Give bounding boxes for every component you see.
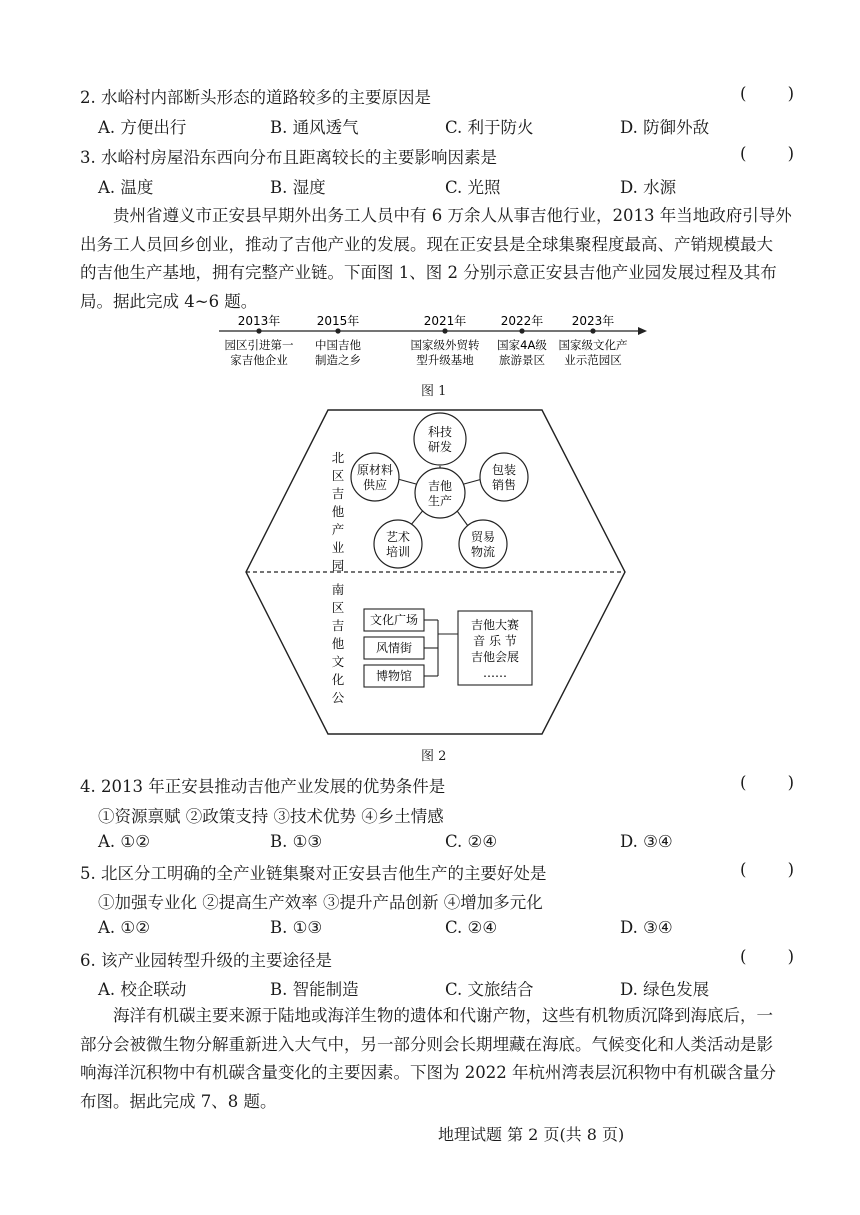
q4-option-d: D. ③④: [620, 832, 673, 851]
svg-text:吉他会展: 吉他会展: [470, 650, 520, 664]
q2-option-d: D. 防御外敌: [620, 118, 710, 137]
svg-text:音 乐 节: 音 乐 节: [473, 634, 517, 648]
south-label-char-4: 他: [331, 636, 345, 651]
circle-4-line-1: 原材料: [356, 463, 394, 477]
south-label-char-3: 吉: [331, 618, 345, 633]
south-events-box: [458, 611, 532, 685]
south-label-char-7: 公: [331, 690, 345, 705]
answer-blank-3: ( ): [740, 144, 813, 163]
passage1-line-1: 贵州省遵义市正安县早期外出务工人员中有 6 万余人从事吉他行业，2013 年当地政府引导外: [113, 206, 792, 225]
north-label-char-4: 他: [331, 504, 345, 519]
q4-option-a: A. ①②: [98, 832, 150, 851]
south-connectors: [424, 620, 458, 676]
circle-3-line-2: 培训: [385, 545, 411, 559]
svg-text:吉他大赛: 吉他大赛: [470, 618, 520, 632]
q5-choices: ①加强专业化 ②提高生产效率 ③提升产品创新 ④增加多元化: [98, 893, 543, 912]
q2-option-b: B. 通风透气: [270, 118, 359, 137]
q6-option-a: A. 校企联动: [98, 980, 187, 999]
svg-text:业示范园区: 业示范园区: [564, 353, 622, 367]
north-label-char-7: 园: [331, 558, 345, 573]
svg-text:博物馆: 博物馆: [375, 669, 413, 683]
answer-blank-5: ( ): [740, 860, 813, 879]
circle-1-line-2: 销售: [491, 478, 517, 492]
timeline-event-2022: [497, 313, 547, 367]
q4-option-b: B. ①③: [270, 832, 323, 851]
circle-1-line-1: 包装: [491, 463, 517, 477]
q6-option-b: B. 智能制造: [270, 980, 359, 999]
svg-text:型升级基地: 型升级基地: [416, 353, 474, 367]
figure-2-park-layout: [240, 404, 630, 744]
timeline-event-2023: [559, 313, 628, 367]
svg-text:2015年: 2015年: [316, 314, 360, 328]
passage2-line-1: 海洋有机碳主要来源于陆地或海洋生物的遗体和代谢产物，这些有机物质沉降到海底后，一: [113, 1006, 773, 1025]
figure-1-timeline: [215, 312, 655, 378]
q4-option-c: C. ②④: [445, 832, 498, 851]
south-label-char-6: 化: [331, 672, 345, 687]
question-2-stem: 2. 水峪村内部断头形态的道路较多的主要原因是: [80, 88, 431, 107]
svg-text:国家级文化产: 国家级文化产: [558, 338, 628, 352]
answer-blank-6: ( ): [740, 947, 813, 966]
south-box-custom-street: [364, 637, 424, 659]
question-3-stem: 3. 水峪村房屋沿东西向分布且距离较长的主要影响因素是: [80, 148, 497, 167]
answer-blank-4: ( ): [740, 773, 813, 792]
svg-text:2013年: 2013年: [237, 314, 281, 328]
svg-text:2023年: 2023年: [571, 314, 615, 328]
north-label-char-2: 区: [331, 468, 345, 483]
svg-text:旅游景区: 旅游景区: [499, 353, 545, 367]
q2-option-c: C. 利于防火: [445, 118, 534, 137]
svg-text:家吉他企业: 家吉他企业: [230, 353, 288, 367]
figure-2-caption: 图 2: [421, 749, 447, 764]
svg-text:制造之乡: 制造之乡: [315, 353, 361, 367]
figure-1-caption: 图 1: [421, 384, 447, 399]
south-box-culture-square: [364, 609, 424, 631]
passage2-line-3: 响海洋沉积物中有机碳含量变化的主要因素。下图为 2022 年杭州湾表层沉积物中有机碳含量分: [80, 1063, 776, 1082]
south-box-museum: [364, 665, 424, 687]
passage-guitar-industry: [80, 202, 795, 316]
answer-blank-2: ( ): [740, 84, 813, 103]
passage-ocean-carbon: [80, 1002, 795, 1116]
circle-trade-logistics: [459, 520, 507, 568]
passage1-line-4: 局。据此完成 4~6 题。: [80, 291, 258, 311]
svg-text:2021年: 2021年: [423, 314, 467, 328]
q2-option-a: A. 方便出行: [98, 118, 187, 137]
center-line-2: 生产: [427, 494, 453, 508]
question-4-stem: 4. 2013 年正安县推动吉他产业发展的优势条件是: [80, 777, 446, 796]
svg-text:中国吉他: 中国吉他: [315, 338, 361, 352]
north-zone-label: [332, 450, 345, 573]
svg-text:风情街: 风情街: [375, 641, 413, 655]
q5-option-c: C. ②④: [445, 918, 498, 937]
q6-option-c: C. 文旅结合: [445, 980, 534, 999]
north-label-char-1: 北: [331, 450, 345, 465]
q4-choices: ①资源禀赋 ②政策支持 ③技术优势 ④乡土情感: [98, 807, 444, 826]
south-label-char-5: 文: [331, 654, 345, 669]
circle-rnd: [414, 413, 466, 465]
circle-art-training: [374, 520, 422, 568]
q5-option-b: B. ①③: [270, 918, 323, 937]
timeline-event-2013: [225, 313, 294, 367]
q3-option-c: C. 光照: [445, 178, 501, 197]
circle-0-line-1: 科技: [427, 425, 453, 439]
circle-2-line-1: 贸易: [470, 530, 496, 544]
circle-0-line-2: 研发: [427, 440, 453, 454]
south-zone-label: [332, 582, 345, 705]
q5-option-a: A. ①②: [98, 918, 150, 937]
north-label-char-6: 业: [331, 540, 345, 555]
question-6-stem: 6. 该产业园转型升级的主要途径是: [80, 951, 332, 970]
center-circle-guitar-production: [415, 468, 465, 518]
svg-text:国家级外贸转: 国家级外贸转: [410, 338, 480, 352]
timeline-event-2015: [315, 313, 361, 367]
svg-text:……: ……: [483, 666, 507, 680]
circle-raw-materials: [351, 453, 399, 501]
svg-text:2022年: 2022年: [500, 314, 544, 328]
q5-option-d: D. ③④: [620, 918, 673, 937]
south-label-char-1: 南: [331, 582, 345, 597]
svg-text:国家4A级: 国家4A级: [497, 338, 547, 352]
q3-option-b: B. 湿度: [270, 178, 326, 197]
q3-option-a: A. 温度: [98, 178, 154, 197]
north-label-char-3: 吉: [331, 486, 345, 501]
passage2-line-4: 布图。据此完成 7、8 题。: [80, 1091, 277, 1111]
svg-text:园区引进第一: 园区引进第一: [224, 338, 294, 352]
north-label-char-5: 产: [331, 522, 345, 537]
page-footer: 地理试题 第 2 页(共 8 页): [438, 1125, 625, 1144]
passage2-line-2: 部分会被微生物分解重新进入大气中，另一部分则会长期埋藏在海底。气候变化和人类活动是影: [80, 1034, 773, 1054]
question-5-stem: 5. 北区分工明确的全产业链集聚对正安县吉他生产的主要好处是: [80, 864, 547, 883]
south-label-char-2: 区: [331, 600, 345, 615]
circle-4-line-2: 供应: [362, 478, 388, 492]
passage1-line-2: 出务工人员回乡创业，推动了吉他产业的发展。现在正安县是全球集聚程度最高、产销规模最大: [80, 234, 773, 254]
circle-3-line-1: 艺术: [385, 530, 411, 544]
timeline-event-2021: [411, 313, 480, 367]
passage1-line-3: 的吉他生产基地，拥有完整产业链。下面图 1、图 2 分别示意正安县吉他产业园发展过程及其布: [80, 263, 777, 282]
circle-2-line-2: 物流: [470, 545, 496, 559]
circle-packaging-sales: [480, 453, 528, 501]
center-line-1: 吉他: [427, 479, 453, 493]
svg-text:文化广场: 文化广场: [369, 613, 419, 627]
q3-option-d: D. 水源: [620, 178, 677, 197]
q6-option-d: D. 绿色发展: [620, 980, 710, 999]
